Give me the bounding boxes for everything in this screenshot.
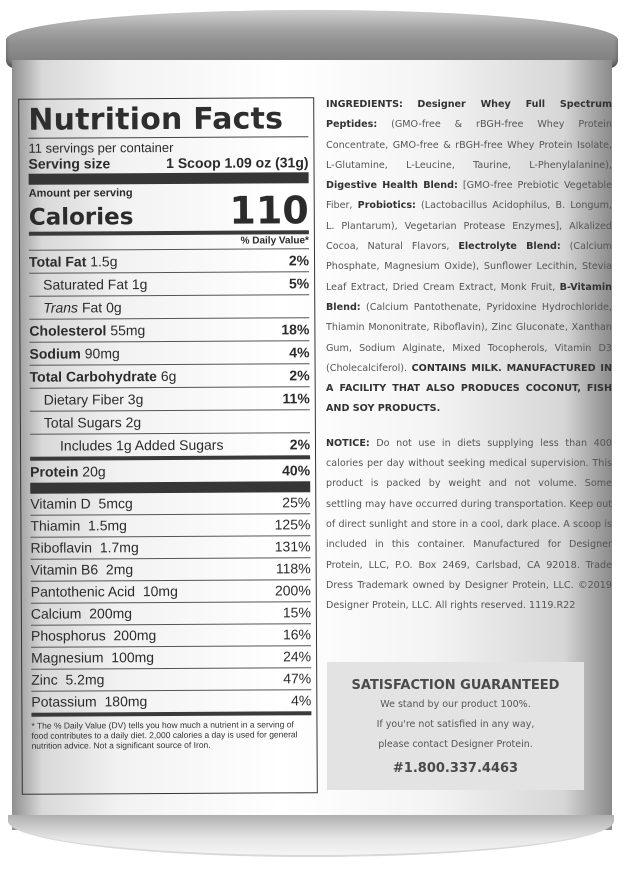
vitamin-dv: 25% [282, 494, 311, 511]
nutrient-dv: 5% [288, 275, 310, 292]
ingredient-list: (Calcium Pantothenate, Pyridoxine Hydrochloride, Thiamin Mononitrate, Riboflavin), Zinc Gluconate, Xanthan Gum, Sodium Alginate, Mixed Tocopherols, Vitamin D3 (Cholecalciferol). [326, 301, 612, 374]
serving-size-row [28, 154, 308, 171]
nutrient-dv: 4% [289, 344, 310, 361]
nutrient-amount: 90mg [84, 345, 120, 362]
nutrient-name: Total Carbohydrate [29, 368, 157, 385]
vitamin-row-vitamin-b6 [31, 557, 311, 580]
nutrient-row-dietary-fiber [30, 386, 310, 410]
vitamin-dv: 131% [274, 538, 311, 555]
vitamin-amount: 200mg [113, 627, 157, 644]
amount-per-serving: Amount per serving [28, 187, 133, 200]
vitamin-amount: 5mcg [98, 495, 133, 512]
nutrient-name: Protein [30, 463, 79, 480]
nutrient-amount: 6g [160, 367, 177, 385]
notice-text: Do not use in diets supplying less than 400 calories per day without seeking medical supervision. This product is packed by weight and not volume. Some settling may have occurred during transportation. Keep out of direct sunlight and store in a cool, dark place. A scoop is included in this container. Manufactured for Designer Protein, LLC, P.O. Box 2469, Carlsbad, CA 92018. Trade Dress Trademark owned by Designer Protein, LLC. ©2019 Designer Protein, LLC. All rights reserved. 1119.R22 [326, 437, 612, 612]
ingredients-label: INGREDIENTS: [326, 99, 403, 110]
nutrient-dv: 40% [282, 462, 311, 479]
nutrient-dv: 2% [288, 252, 310, 269]
vitamin-dv: 24% [283, 648, 312, 665]
ingredients-paragraph [326, 95, 612, 420]
nutrient-amount: 3g [127, 391, 144, 408]
nutrient-row-total-fat [29, 248, 309, 272]
vitamin-amount: 1.5mg [87, 517, 127, 534]
vitamin-dv: 200% [274, 582, 311, 599]
nutrient-row-cholesterol [29, 317, 309, 341]
vitamin-dv: 47% [283, 670, 312, 687]
vitamin-dv: 4% [291, 692, 312, 709]
nutrient-name: Trans [43, 299, 79, 316]
serving-size-value: 1 Scoop 1.09 oz (31g) [166, 154, 309, 172]
vitamin-amount: 180mg [104, 693, 148, 710]
nutrient-row-trans-fat [29, 294, 309, 318]
ingredient-blend-name: Probiotics: [357, 200, 416, 212]
nutrient-row-sodium [29, 340, 309, 364]
nutrient-amount: 2g [125, 414, 142, 431]
nutrient-row-protein [30, 455, 310, 482]
vitamin-row-vitamin-d [30, 492, 310, 514]
calories-value: 110 [229, 188, 309, 233]
ingredient-list: [GMO-free Prebiotic Vegetable Fiber, [326, 180, 613, 212]
vitamin-name: Pantothenic Acid [30, 583, 136, 600]
vitamin-amount: 1.7mg [99, 539, 139, 556]
serving-size-label: Serving size [28, 155, 111, 172]
vitamin-name: Phosphorus [30, 627, 106, 644]
nutrient-name: Total Sugars [43, 414, 122, 431]
calories-label: Calories [28, 204, 134, 231]
notice-label: NOTICE: [326, 437, 370, 449]
notice-paragraph [326, 434, 612, 617]
nutrient-row-total-sugars [30, 409, 310, 433]
ingredient-blend-name: B-Vitamin Blend: [326, 281, 612, 313]
vitamin-name: Calcium [30, 605, 82, 622]
vitamin-row-potassium [31, 689, 311, 712]
nutrient-name: Sodium [29, 345, 81, 362]
vitamin-row-magnesium [31, 645, 311, 668]
daily-value-header: % Daily Value* [240, 235, 309, 247]
vitamin-dv: 16% [282, 626, 312, 643]
guarantee-phone: #1.800.337.4463 [392, 761, 519, 776]
ingredient-blend-name: Electrolyte Blend: [458, 241, 561, 253]
nutrient-amount: 1g [131, 276, 148, 293]
vitamin-amount: 100mg [111, 649, 155, 666]
allergen-statement: CONTAINS MILK. MANUFACTURED IN A FACILITY THAT ALSO PRODUCES COCONUT, FISH AND SOY PRODUCTS. [326, 362, 612, 415]
guarantee-line: If you're not satisfied in any way, [376, 719, 535, 730]
vitamin-amount: 2mg [105, 561, 134, 578]
vitamin-row-riboflavin [30, 535, 310, 558]
vitamin-dv: 125% [274, 516, 311, 533]
vitamin-row-phosphorus [31, 623, 311, 646]
daily-value-footnote: * The % Daily Value (DV) tells you how much a nutrient in a serving of food contributes to a daily diet. 2,000 calories a day is used for general nutrition advice. Not a significant source of Iron. [31, 719, 298, 751]
vitamin-name: Potassium [31, 693, 97, 710]
ingredient-list: (Lactobacillus Acidophilus, B. Longum, L. Plantarum), Vegetarian Protease Enzymes], Alkalized Cocoa, Natural Flavors, [326, 200, 612, 253]
vitamin-row-calcium [31, 601, 311, 624]
satisfaction-guarantee-box [327, 662, 584, 790]
nutrient-dv: 2% [289, 367, 310, 384]
vitamin-name: Zinc [31, 671, 58, 688]
nutrient-name: Dietary Fiber [43, 391, 124, 408]
nutrient-amount: 55mg [110, 322, 146, 339]
nutrient-dv: 18% [281, 321, 310, 338]
vitamin-row-pantothenic-acid [31, 579, 311, 602]
nutrient-dv: 11% [282, 390, 310, 407]
nutrient-amount: 20g [82, 463, 106, 480]
nutrient-name: Saturated Fat [43, 276, 129, 293]
nutrition-facts-title: Nutrition Facts [28, 101, 284, 138]
thick-divider [29, 172, 309, 184]
ingredient-list: (Calcium Phosphate, Magnesium Oxide), Sunflower Lecithin, Stevia Leaf Extract, Dried Cream Extract, Monk Fruit, [326, 241, 613, 293]
vitamin-name: Thiamin [30, 517, 81, 534]
nutrition-facts-panel [18, 97, 318, 795]
ingredient-blend-name: Designer Whey Full Spectrum Peptides: [326, 99, 612, 131]
vitamin-row-thiamin [30, 513, 310, 536]
guarantee-line: please contact Designer Protein. [378, 739, 533, 750]
ingredient-list: (GMO-free & rBGH-free Whey Protein Concentrate, GMO-free & rBGH-free Whey Protein Isolate, L-Glutamine, L-Leucine, Taurine, L-Phenylalanine), [326, 119, 612, 171]
vitamin-dv: 15% [282, 604, 311, 621]
nutrient-name: Cholesterol [29, 322, 107, 339]
vitamin-row-zinc [31, 667, 311, 690]
nutrient-dv: 2% [289, 436, 311, 453]
nutrient-amount: 0g [105, 299, 122, 316]
ingredients-column [326, 95, 612, 616]
ingredient-blend-name: Digestive Health Blend: [326, 180, 458, 192]
guarantee-line: We stand by our product 100%. [380, 699, 531, 710]
nutrient-amount: 1.5g [90, 253, 118, 270]
nutrient-row-added-sugars [30, 432, 310, 456]
vitamin-name: Vitamin B6 [30, 561, 99, 578]
vitamin-name: Vitamin D [30, 495, 91, 512]
nutrient-name: Total Fat [28, 253, 87, 270]
guarantee-title: SATISFACTION GUARANTEED [351, 678, 560, 693]
vitamin-name: Riboflavin [30, 539, 93, 556]
vitamin-amount: 5.2mg [65, 671, 105, 688]
container-bottom-rim [8, 815, 614, 857]
nutrient-name-suffix: Fat [81, 299, 103, 316]
vitamin-amount: 10mg [142, 582, 178, 600]
servings-per-container: 11 servings per container [28, 139, 174, 156]
vitamin-name: Magnesium [31, 649, 104, 666]
nutrient-row-total-carbohydrate [30, 363, 310, 387]
nutrient-row-saturated-fat [29, 271, 309, 295]
vitamin-amount: 200mg [89, 605, 133, 622]
vitamin-dv: 118% [275, 560, 311, 577]
nutrient-name: Includes 1g Added Sugars [59, 436, 224, 454]
